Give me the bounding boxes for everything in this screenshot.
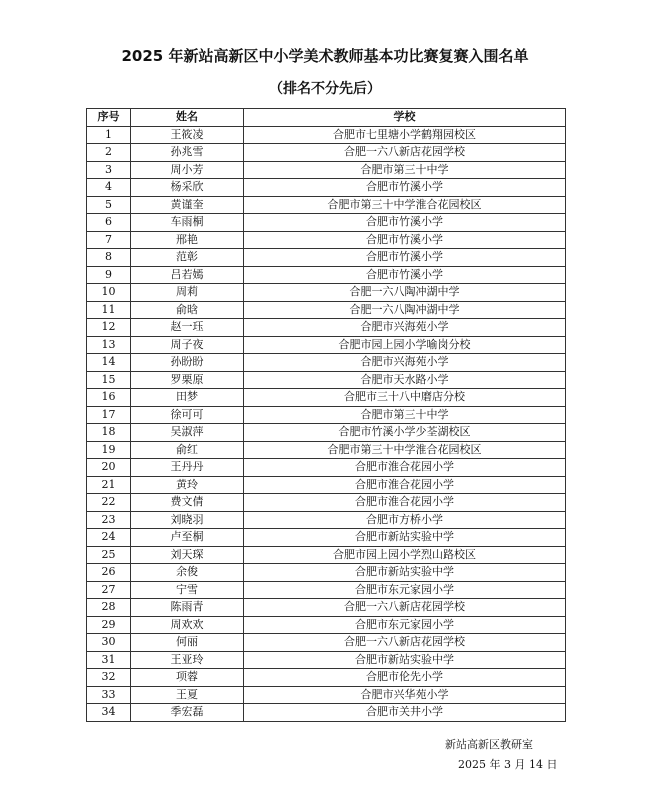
table-row (87, 284, 566, 302)
row-name: 王丹丹 (131, 459, 244, 477)
row-number: 14 (87, 354, 131, 372)
row-school: 合肥一六八新店花园学校 (244, 634, 566, 652)
row-number: 30 (87, 634, 131, 652)
row-number: 18 (87, 424, 131, 442)
row-name: 周欢欢 (131, 616, 244, 634)
row-number: 25 (87, 546, 131, 564)
header-number: 序号 (87, 109, 131, 127)
row-name: 罗栗原 (131, 371, 244, 389)
row-school: 合肥市三十八中磨店分校 (244, 389, 566, 407)
table-row (87, 319, 566, 337)
row-school: 合肥市兴海苑小学 (244, 319, 566, 337)
row-school: 合肥市第三十中学 (244, 161, 566, 179)
row-number: 31 (87, 651, 131, 669)
table-row (87, 249, 566, 267)
table-row (87, 371, 566, 389)
row-school: 合肥市淮合花园小学 (244, 494, 566, 512)
table-row (87, 511, 566, 529)
row-number: 34 (87, 704, 131, 722)
row-school: 合肥市园上园小学烈山路校区 (244, 546, 566, 564)
row-school: 合肥市淮合花园小学 (244, 476, 566, 494)
row-number: 6 (87, 214, 131, 232)
row-name: 俞红 (131, 441, 244, 459)
row-number: 10 (87, 284, 131, 302)
row-number: 16 (87, 389, 131, 407)
row-school: 合肥市兴华苑小学 (244, 686, 566, 704)
row-number: 15 (87, 371, 131, 389)
row-school: 合肥市东元家园小学 (244, 616, 566, 634)
row-name: 卢至桐 (131, 529, 244, 547)
row-name: 周小芳 (131, 161, 244, 179)
row-number: 27 (87, 581, 131, 599)
row-name: 王筱凌 (131, 126, 244, 144)
row-number: 12 (87, 319, 131, 337)
row-name: 邢艳 (131, 231, 244, 249)
row-number: 11 (87, 301, 131, 319)
row-name: 徐可可 (131, 406, 244, 424)
row-name: 黄玲 (131, 476, 244, 494)
row-name: 孙盼盼 (131, 354, 244, 372)
row-name: 季宏磊 (131, 704, 244, 722)
row-number: 21 (87, 476, 131, 494)
row-school: 合肥一六八陶冲湖中学 (244, 301, 566, 319)
row-number: 20 (87, 459, 131, 477)
row-number: 1 (87, 126, 131, 144)
row-name: 吕若嫣 (131, 266, 244, 284)
row-number: 22 (87, 494, 131, 512)
row-school: 合肥市淮合花园小学 (244, 459, 566, 477)
row-name: 周莉 (131, 284, 244, 302)
table-row (87, 581, 566, 599)
row-name: 陈雨青 (131, 599, 244, 617)
row-number: 29 (87, 616, 131, 634)
footer-date: 2025 年 3 月 14 日 (458, 758, 558, 771)
row-school: 合肥一六八新店花园学校 (244, 599, 566, 617)
table-row (87, 179, 566, 197)
table-row (87, 126, 566, 144)
row-name: 宁雪 (131, 581, 244, 599)
row-school: 合肥市第三十中学淮合花园校区 (244, 441, 566, 459)
roster-table (86, 108, 566, 722)
row-school: 合肥市七里塘小学鹤翔园校区 (244, 126, 566, 144)
table-row (87, 616, 566, 634)
row-school: 合肥市园上园小学喻岗分校 (244, 336, 566, 354)
table-row (87, 599, 566, 617)
table-row (87, 476, 566, 494)
table-row (87, 196, 566, 214)
document-title: 2025 年新站高新区中小学美术教师基本功比赛复赛入围名单 (121, 47, 529, 65)
row-number: 9 (87, 266, 131, 284)
row-number: 24 (87, 529, 131, 547)
row-name: 黄谨奎 (131, 196, 244, 214)
row-school: 合肥市方桥小学 (244, 511, 566, 529)
row-number: 33 (87, 686, 131, 704)
row-name: 范彰 (131, 249, 244, 267)
row-school: 合肥市第三十中学淮合花园校区 (244, 196, 566, 214)
table-row (87, 529, 566, 547)
row-number: 2 (87, 144, 131, 162)
table-row (87, 494, 566, 512)
table-row (87, 144, 566, 162)
row-number: 13 (87, 336, 131, 354)
row-name: 周子夜 (131, 336, 244, 354)
row-name: 吴淑萍 (131, 424, 244, 442)
table-row (87, 161, 566, 179)
row-school: 合肥市竹溪小学 (244, 231, 566, 249)
table-row (87, 686, 566, 704)
table-row (87, 564, 566, 582)
row-school: 合肥市竹溪小学 (244, 266, 566, 284)
table-row (87, 389, 566, 407)
row-name: 何丽 (131, 634, 244, 652)
row-number: 8 (87, 249, 131, 267)
row-number: 32 (87, 669, 131, 687)
table-header-row (87, 109, 566, 127)
table-row (87, 651, 566, 669)
row-number: 7 (87, 231, 131, 249)
row-school: 合肥市第三十中学 (244, 406, 566, 424)
row-number: 4 (87, 179, 131, 197)
table-row (87, 231, 566, 249)
row-name: 刘晓羽 (131, 511, 244, 529)
row-number: 17 (87, 406, 131, 424)
table-row (87, 424, 566, 442)
table-row (87, 266, 566, 284)
row-school: 合肥市东元家园小学 (244, 581, 566, 599)
row-name: 赵一珏 (131, 319, 244, 337)
row-school: 合肥市新站实验中学 (244, 564, 566, 582)
row-school: 合肥市竹溪小学 (244, 214, 566, 232)
row-school: 合肥市竹溪小学 (244, 249, 566, 267)
roster-body (87, 126, 566, 721)
footer-organization: 新站高新区教研室 (445, 738, 533, 751)
row-name: 孙兆雪 (131, 144, 244, 162)
table-row (87, 406, 566, 424)
row-name: 俞晗 (131, 301, 244, 319)
row-number: 23 (87, 511, 131, 529)
document-subtitle: （排名不分先后） (269, 81, 381, 97)
table-row (87, 336, 566, 354)
row-name: 杨采欣 (131, 179, 244, 197)
row-school: 合肥市新站实验中学 (244, 529, 566, 547)
row-name: 王亚玲 (131, 651, 244, 669)
row-school: 合肥一六八陶冲湖中学 (244, 284, 566, 302)
row-number: 3 (87, 161, 131, 179)
row-school: 合肥市关井小学 (244, 704, 566, 722)
row-school: 合肥市竹溪小学 (244, 179, 566, 197)
header-name: 姓名 (131, 109, 244, 127)
table-row (87, 214, 566, 232)
table-row (87, 634, 566, 652)
row-school: 合肥市兴海苑小学 (244, 354, 566, 372)
row-name: 费文倩 (131, 494, 244, 512)
table-row (87, 669, 566, 687)
table-row (87, 546, 566, 564)
table-row (87, 441, 566, 459)
table-row (87, 704, 566, 722)
table-row (87, 354, 566, 372)
row-school: 合肥市新站实验中学 (244, 651, 566, 669)
table-row (87, 459, 566, 477)
row-school: 合肥市竹溪小学少荃湖校区 (244, 424, 566, 442)
row-number: 19 (87, 441, 131, 459)
row-school: 合肥市伦先小学 (244, 669, 566, 687)
row-number: 28 (87, 599, 131, 617)
row-name: 余俊 (131, 564, 244, 582)
table-row (87, 301, 566, 319)
row-name: 刘天琛 (131, 546, 244, 564)
row-name: 项蓉 (131, 669, 244, 687)
row-number: 5 (87, 196, 131, 214)
row-school: 合肥市天水路小学 (244, 371, 566, 389)
row-name: 田梦 (131, 389, 244, 407)
row-name: 王夏 (131, 686, 244, 704)
row-school: 合肥一六八新店花园学校 (244, 144, 566, 162)
row-name: 车雨桐 (131, 214, 244, 232)
header-school: 学校 (244, 109, 566, 127)
row-number: 26 (87, 564, 131, 582)
